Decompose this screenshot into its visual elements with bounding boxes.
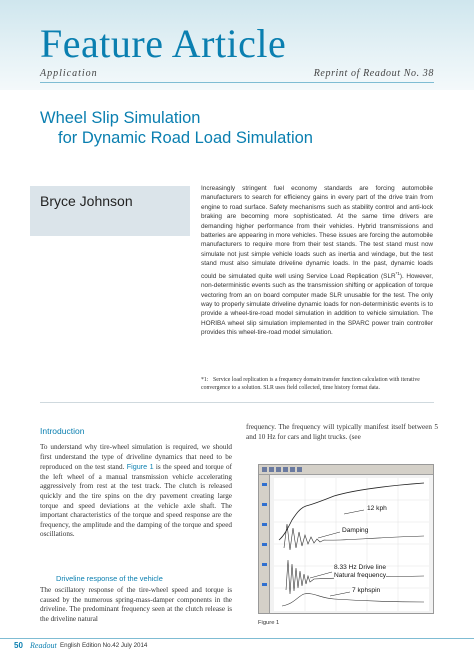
sidebar-marker [262,483,267,486]
drive-line-pointer [310,572,332,578]
abstract-paragraph [201,184,433,338]
page-number: 50 [14,641,23,650]
figure-plot-area [274,478,429,611]
kph12-pointer [344,510,364,514]
label-drive-line: 8.33 Hz Drive line [334,564,387,571]
figure-sidebar [259,475,270,613]
figure-caption: Figure 1 [258,620,280,626]
introduction-paragraph-1 [40,443,232,540]
header-divider [40,82,434,83]
toolbar-icon [276,467,281,472]
footnote-ref[interactable]: *1 [395,270,400,276]
figure-toolbar [259,465,433,475]
introduction-paragraph-3: frequency. The frequency will typically manifest itself between 5 and 10 Hz for cars and light trucks. (see [246,423,438,441]
sidebar-marker [262,503,267,506]
sidebar-marker [262,523,267,526]
kphspin-trace [282,594,424,606]
edition-info: English Edition No.42 July 2014 [60,642,148,649]
damping-pointer [318,532,340,538]
introduction-paragraph-2: The oscillatory response of the tire-wheel speed and torque is caused by the numerous spring-mass-damper components in the driveline. The predominant frequency seen at the clutch release is the driveline natural [40,586,232,623]
footnote-text: Service load replication is a frequency domain transfer function calculation with iterative convergence to a solution. SLR uses field collected, time history format data. [201,377,420,392]
label-damping: Damping [342,527,369,534]
footnote-divider [40,402,434,403]
figure-1-link[interactable]: Figure 1 [126,462,154,472]
label-7-kphspin: 7 kphspin [352,587,381,594]
sidebar-marker [262,543,267,546]
section-label: Application [40,68,98,79]
footer-divider [0,638,474,639]
toolbar-icon [262,467,267,472]
author-name: Bryce Johnson [40,193,133,209]
kphspin-pointer [330,592,350,596]
toolbar-icon [290,467,295,472]
feature-title: Feature Article [40,21,287,66]
intro-text-1: To understand why tire-wheel simulation is required, we should first understand the type of driveline dynamics that need to be reproduced on the test stand. [40,443,232,472]
footnote [201,376,435,392]
readout-logo: Readout [30,641,57,650]
article-title-line-1: Wheel Slip Simulation [40,109,201,127]
reprint-label: Reprint of Readout No. 38 [313,68,434,79]
label-12-kph: 12 kph [367,505,387,512]
article-title-line-2: for Dynamic Road Load Simulation [58,129,313,147]
toolbar-icon [297,467,302,472]
abstract-text-1: Increasingly stringent fuel economy standards are forcing automobile manufacturers to search for efficiency gains in every part of the drive train from engine to road surface. Safety mechanisms such as stability control and anti-lock braking are becoming more sophisticated. At the same time drivers are demanding higher performance from their vehicles. Hybrid transmissions and batteries are appearing in more vehicles. These issues are forcing the automobile manufacturers to require more from their test stands. The test stand must now simulate not just simple vehicle loads such as inertia and windage, but the test stand must also simulate driveline dynamic loads. In the past, dynamic loads could be simulated quite well using Service Load Replication (SLR [201,185,433,280]
article-title [40,108,440,148]
footnote-mark: *1: [201,377,209,383]
toolbar-icon [283,467,288,472]
intro-text-2: is the speed and torque of the left wheel of a manual transmission vehicle accelerating aggressively from rest at the test track. The clutch is released quickly and the tire spins on the dry pavement creating large torque and speed deviations at the vehicle axle shaft. The important characteristics of the torque and speed response are the frequency, the amplitude and the damping of the torque and speed oscillations. [40,463,232,539]
driveline-subheading: Driveline response of the vehicle [56,574,163,583]
toolbar-icon [269,467,274,472]
introduction-heading: Introduction [40,426,85,436]
sidebar-marker [262,583,267,586]
label-natural-frequency: Natural frequency [334,572,387,579]
figure-1-screenshot [258,464,434,614]
abstract-text-2: ). However, non-deterministic events such as the transmission shifting or application of torque vectoring from an on board computer made SLR unusable for the test. The only way to properly simulate driveline dynamic loads for non-deterministic events is to provide a wheel-tire-road model simulation in addition to vehicle simulation. The HORIBA wheel slip simulation implemented in the SPARC power train controller provides this wheel-tire-road model simulation. [201,272,433,337]
sidebar-marker [262,563,267,566]
